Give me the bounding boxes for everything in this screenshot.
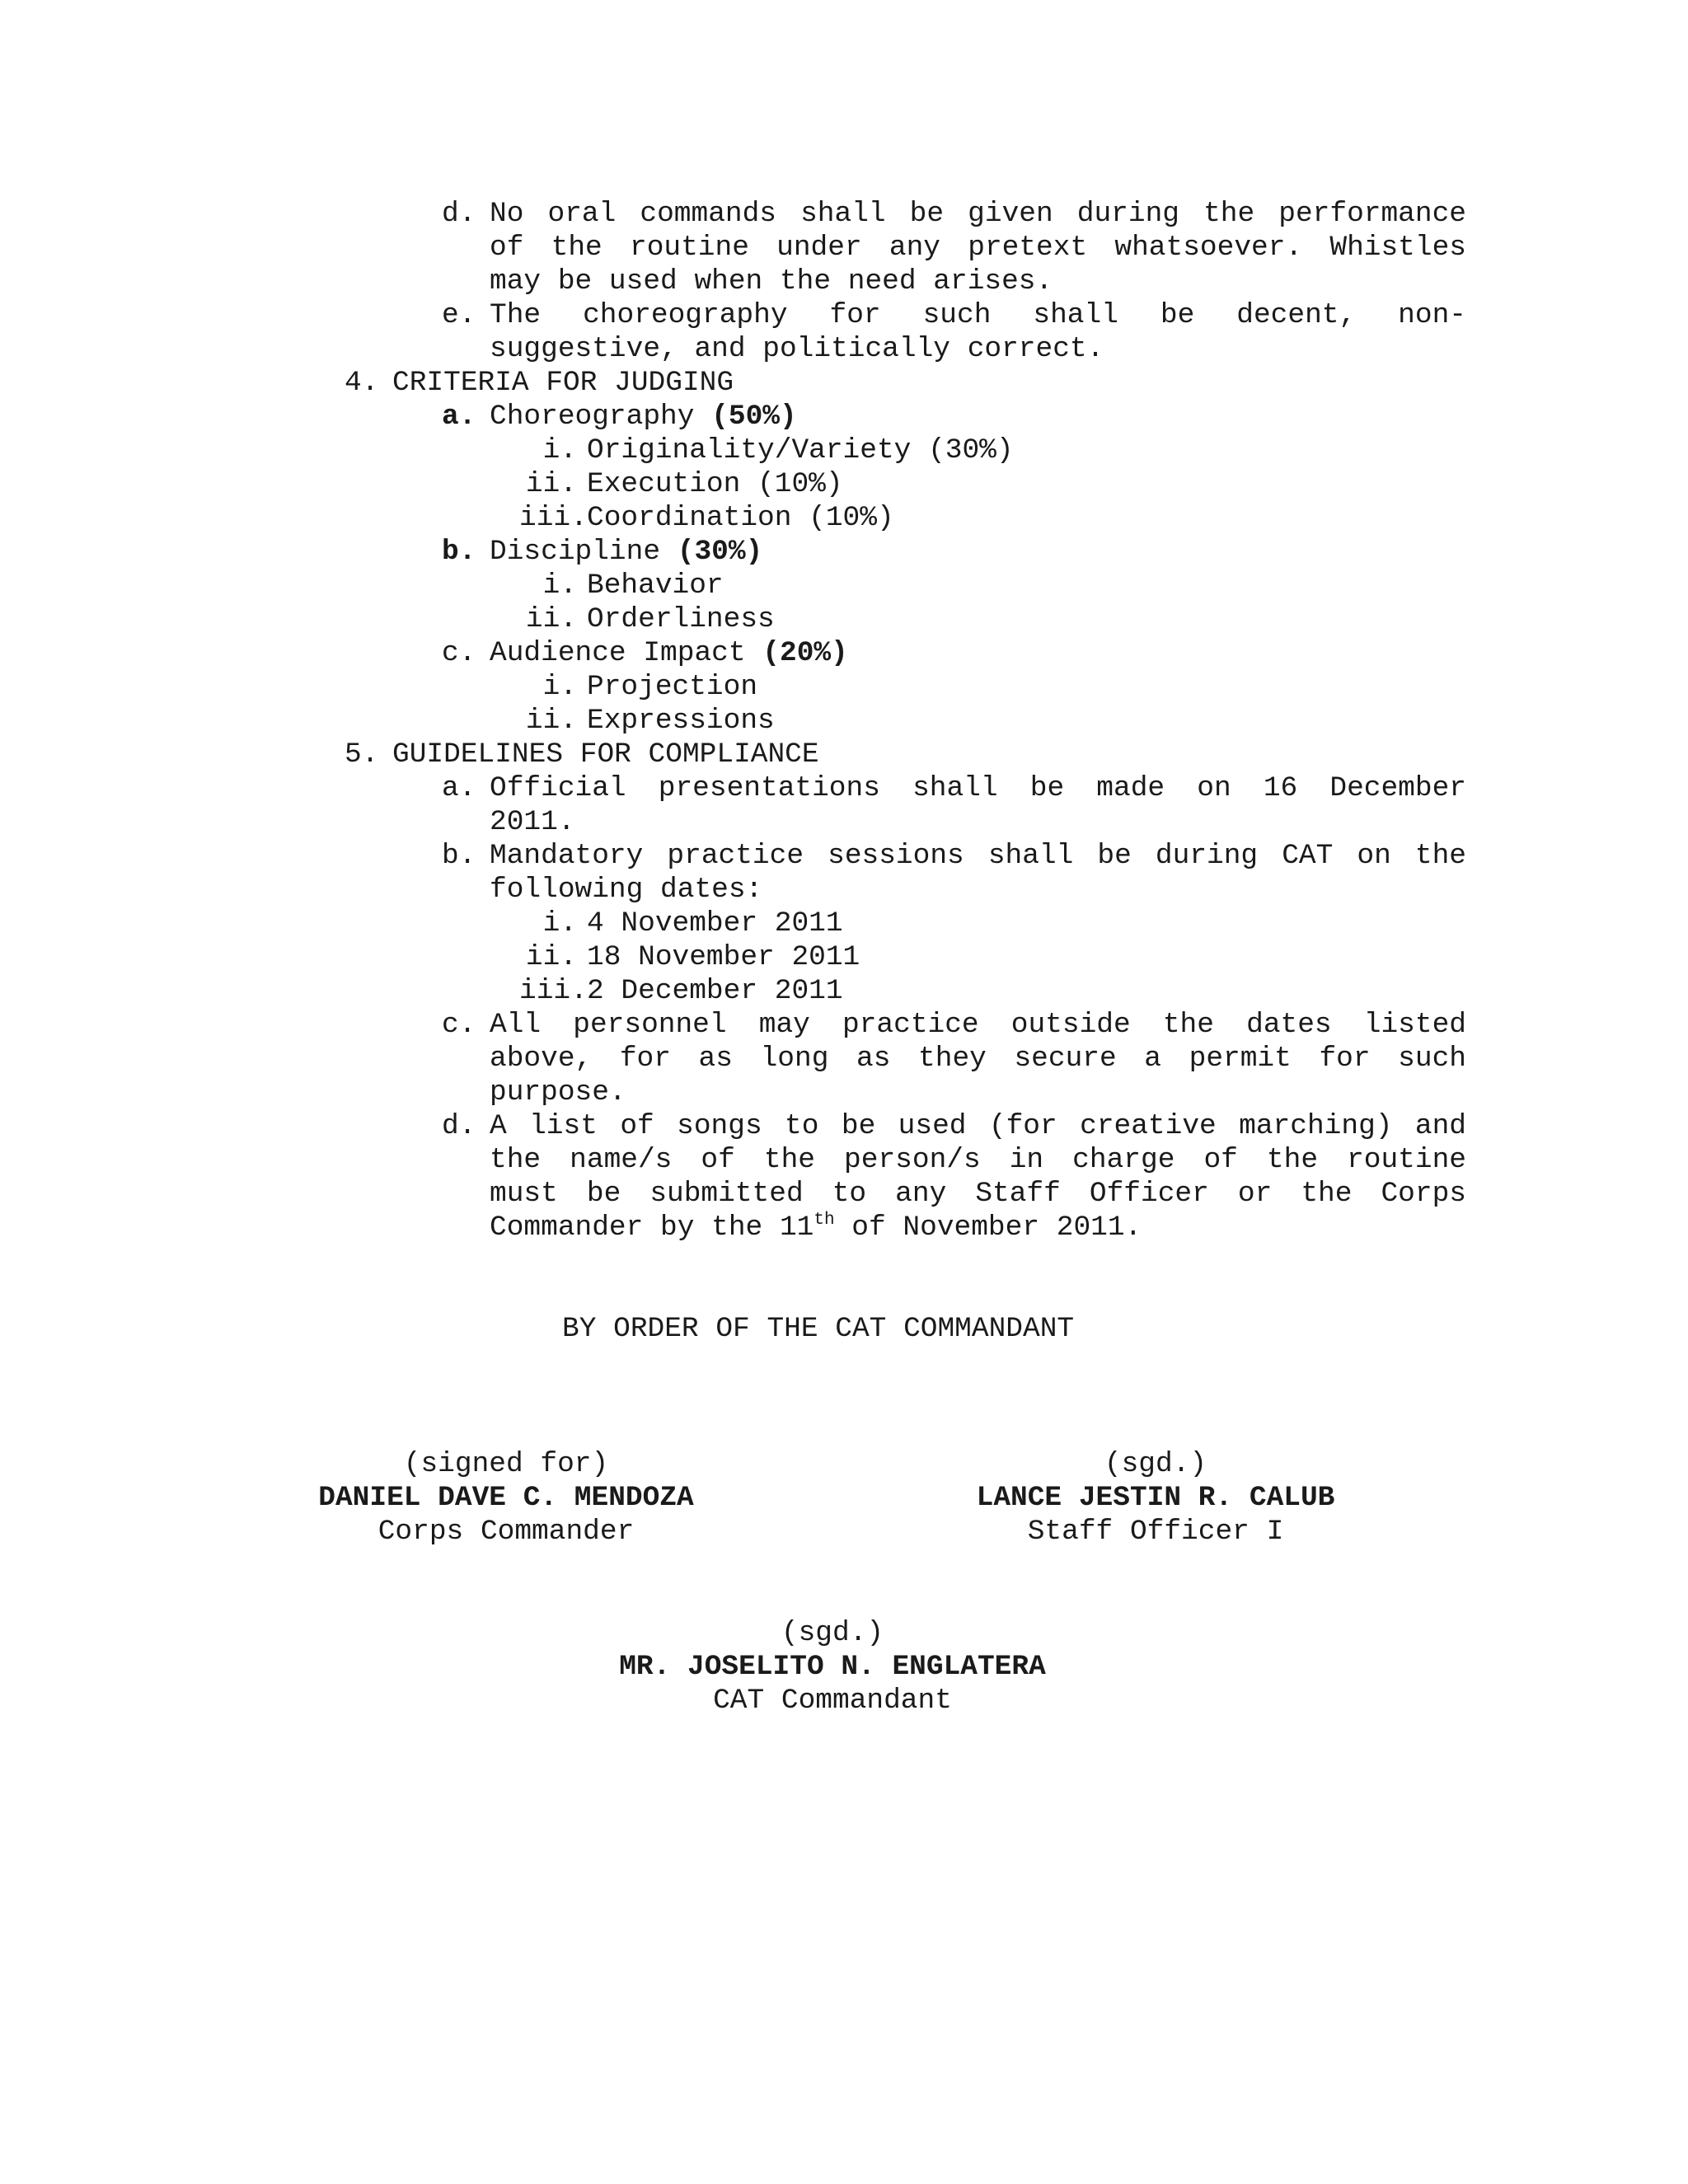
body-line: Mandatory practice sessions shall be during CAT on the xyxy=(490,840,1466,872)
body-line: must be submitted to any Staff Officer or the Corps xyxy=(490,1178,1466,1210)
body-line: purpose. xyxy=(490,1076,626,1108)
body-line: above, for as long as they secure a permit for such xyxy=(490,1043,1466,1075)
criterion-label xyxy=(490,403,797,432)
practice-date: 18 November 2011 xyxy=(587,941,860,973)
signatory-name: MR. JOSELITO N. ENGLATERA xyxy=(619,1651,1046,1683)
sub-marker: ii. xyxy=(525,941,577,973)
body-line: the name/s of the person/s in charge of the routine xyxy=(490,1144,1466,1176)
deadline-text: Commander by the 11 xyxy=(490,1212,814,1244)
list-marker: d. xyxy=(442,198,476,230)
ordinal-suffix: th xyxy=(814,1211,835,1230)
section-title: GUIDELINES FOR COMPLIANCE xyxy=(392,738,819,771)
criterion-label xyxy=(490,637,848,669)
sub-item: Expressions xyxy=(587,705,775,737)
sub-marker: iii. xyxy=(519,975,588,1007)
sub-item: Behavior xyxy=(587,569,724,602)
criterion-label xyxy=(490,538,762,567)
criterion-weight: (20%) xyxy=(762,637,848,669)
sub-marker: iii. xyxy=(519,502,588,534)
list-marker: c. xyxy=(442,1009,476,1041)
list-marker: a. xyxy=(442,772,476,804)
body-line: 2011. xyxy=(490,806,575,838)
body-line: All personnel may practice outside the dates listed xyxy=(490,1009,1466,1041)
list-marker: d. xyxy=(442,1110,476,1142)
sub-marker: i. xyxy=(542,569,577,602)
criterion-weight: (50%) xyxy=(711,401,797,433)
body-line: The choreography for such shall be decent, non- xyxy=(490,299,1466,331)
list-marker: a. xyxy=(442,401,476,433)
list-marker: c. xyxy=(442,637,476,669)
sub-item: Execution (10%) xyxy=(587,468,843,500)
practice-date: 4 November 2011 xyxy=(587,907,843,940)
criterion-weight: (30%) xyxy=(677,536,763,568)
sub-marker: i. xyxy=(542,671,577,703)
body-line: of the routine under any pretext whatsoever. Whistles xyxy=(490,232,1466,264)
body-line: A list of songs to be used (for creative marching) and xyxy=(490,1110,1466,1142)
criterion-name: Discipline xyxy=(490,536,661,568)
sub-item: Coordination (10%) xyxy=(587,502,894,534)
deadline-text: of November 2011. xyxy=(834,1212,1142,1244)
body-line: may be used when the need arises. xyxy=(490,265,1053,298)
sub-marker: ii. xyxy=(525,603,577,635)
body-line: No oral commands shall be given during the performance xyxy=(490,198,1466,230)
signatory-name: DANIEL DAVE C. MENDOZA xyxy=(318,1482,694,1514)
signatory-title: CAT Commandant xyxy=(713,1685,952,1717)
signature-note: (signed for) xyxy=(403,1448,609,1480)
body-line xyxy=(490,1211,1142,1244)
sub-marker: i. xyxy=(542,434,577,466)
section-number: 4. xyxy=(345,367,379,399)
sub-item: Orderliness xyxy=(587,603,775,635)
list-marker: e. xyxy=(442,299,476,331)
sub-marker: ii. xyxy=(525,705,577,737)
criterion-name: Choreography xyxy=(490,401,695,433)
signatory-title: Corps Commander xyxy=(377,1516,635,1548)
sub-item: Projection xyxy=(587,671,758,703)
body-line: suggestive, and politically correct. xyxy=(490,333,1104,365)
practice-date: 2 December 2011 xyxy=(587,975,843,1007)
section-title: CRITERIA FOR JUDGING xyxy=(392,367,734,399)
signature-note: (sgd.) xyxy=(1104,1448,1207,1480)
sub-item: Originality/Variety (30%) xyxy=(587,434,1014,466)
order-line: BY ORDER OF THE CAT COMMANDANT xyxy=(562,1313,1075,1345)
sub-marker: ii. xyxy=(525,468,577,500)
list-marker: b. xyxy=(442,840,476,872)
list-marker: b. xyxy=(442,536,476,568)
criterion-name: Audience Impact xyxy=(490,637,746,669)
signature-note: (sgd.) xyxy=(781,1617,884,1649)
signatory-name: LANCE JESTIN R. CALUB xyxy=(976,1482,1335,1514)
sub-marker: i. xyxy=(542,907,577,940)
body-line: Official presentations shall be made on 16 December xyxy=(490,772,1466,804)
section-number: 5. xyxy=(345,738,379,771)
body-line: following dates: xyxy=(490,874,763,906)
signatory-title: Staff Officer I xyxy=(1027,1516,1284,1548)
